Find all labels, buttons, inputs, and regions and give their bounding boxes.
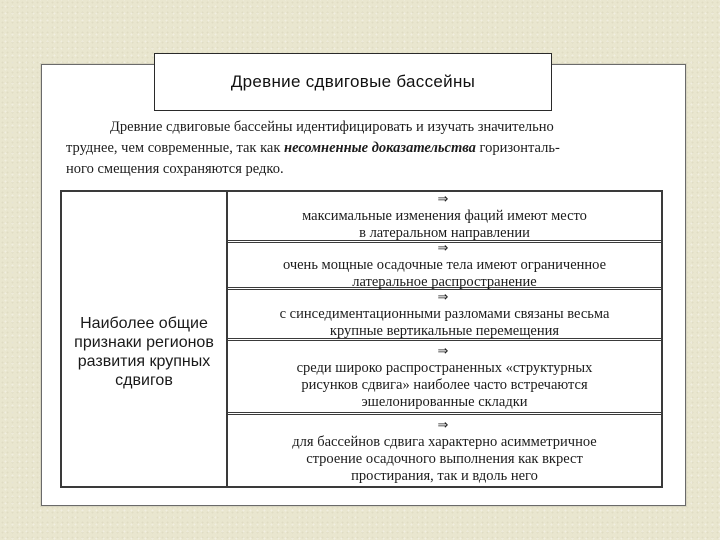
row-line: строение осадочного выполнения как вкрест	[306, 450, 583, 467]
implies-arrow-icon: ⇒	[437, 240, 449, 256]
row-line-text: с синседиментационными разломами связаны весьма	[279, 305, 610, 322]
table-row	[228, 290, 661, 341]
row-line: в латеральном направлении	[359, 224, 530, 241]
row-line	[297, 343, 593, 377]
row-line-text: среди широко распространенных «структурных	[296, 359, 593, 376]
table-row	[228, 192, 661, 243]
table-header-text	[74, 314, 214, 390]
intro-line-2-end: горизонталь-	[475, 140, 560, 156]
row-line: рисунков сдвига» наиболее часто встречаются	[301, 376, 588, 393]
slide-title: Древние сдвиговые бассейны	[154, 53, 552, 111]
table-header-cell	[62, 192, 228, 486]
intro-line-2	[66, 138, 658, 159]
row-line-text: максимальные изменения фаций имеют место	[302, 207, 587, 224]
features-table	[60, 190, 663, 488]
row-line	[280, 289, 610, 323]
implies-arrow-icon: ⇒	[437, 289, 449, 305]
header-line: Наиболее общие	[80, 315, 208, 332]
intro-paragraph	[66, 117, 658, 180]
row-text	[302, 191, 587, 242]
header-line: развития крупных	[77, 353, 211, 370]
row-line	[292, 417, 596, 451]
row-line: эшелонированные складки	[361, 393, 528, 410]
row-line: простирания, так и вдоль него	[351, 467, 538, 484]
table-row	[228, 240, 661, 290]
row-line	[283, 240, 606, 274]
implies-arrow-icon: ⇒	[437, 417, 449, 433]
row-line: крупные вертикальные перемещения	[329, 322, 560, 339]
row-text	[280, 289, 610, 340]
header-line: признаки регионов	[74, 334, 214, 351]
header-line: сдвигов	[115, 372, 173, 389]
intro-emphasis: несомненные доказательства	[284, 140, 476, 156]
row-line	[302, 191, 587, 225]
row-text	[292, 417, 596, 485]
table-row	[228, 415, 661, 486]
implies-arrow-icon: ⇒	[437, 343, 449, 359]
intro-line-1: Древние сдвиговые бассейны идентифицировать и изучать значительно	[110, 119, 554, 135]
intro-line-2-start: труднее, чем современные, так как	[66, 140, 285, 156]
row-line-text: для бассейнов сдвига характерно асимметричное	[292, 433, 597, 450]
intro-line-3: ного смещения сохраняются редко.	[66, 161, 284, 177]
implies-arrow-icon: ⇒	[437, 191, 449, 207]
row-line-text: очень мощные осадочные тела имеют ограниченное	[282, 256, 607, 273]
row-text	[297, 343, 593, 411]
row-text	[283, 240, 606, 291]
table-row	[228, 341, 661, 415]
row-line: латеральное распространение	[352, 273, 537, 290]
